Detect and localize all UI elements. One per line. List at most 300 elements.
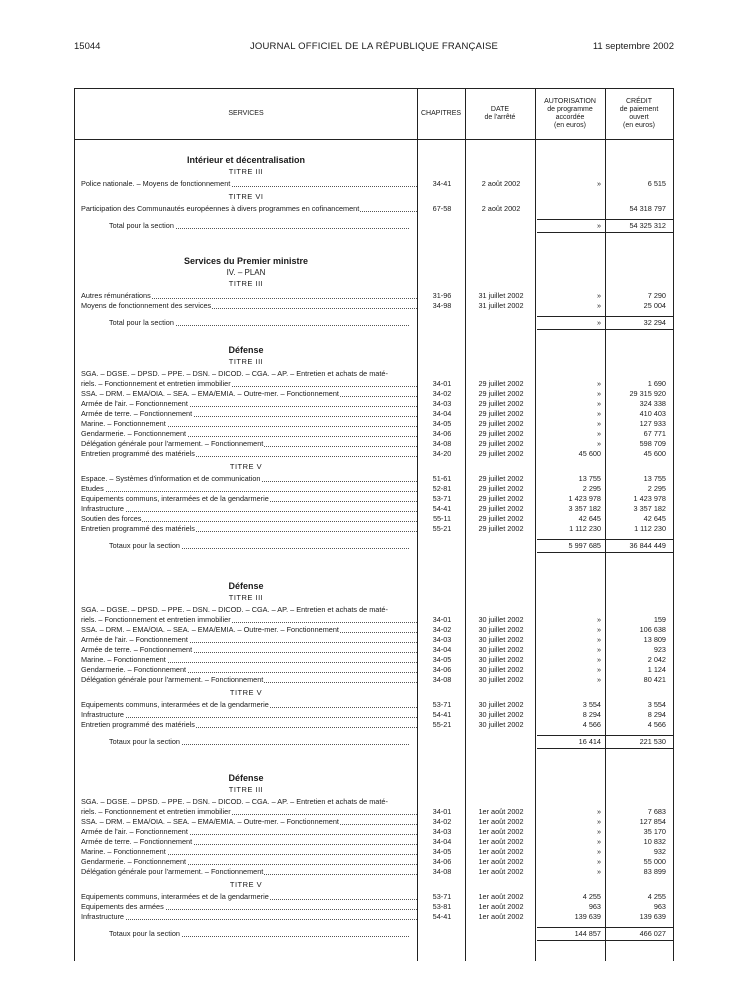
row-label-text: Marine. – Fonctionnement — [81, 655, 166, 664]
row-label — [81, 645, 417, 655]
dotted-leader — [81, 511, 417, 512]
row-chapitre: 54-41 — [432, 504, 452, 513]
row-date: 1er août 2002 — [478, 867, 524, 876]
total-rule — [537, 940, 673, 941]
row-date: 29 juillet 2002 — [478, 474, 524, 483]
row-autorisation: » — [596, 847, 601, 856]
row-label-text: Gendarmerie. – Fonctionnement — [81, 857, 187, 866]
row-autorisation: » — [596, 379, 601, 388]
row-label-text: Police nationale. – Moyens de fonctionnement — [81, 179, 231, 188]
row-label-text: Soutien des forces — [81, 514, 142, 523]
row-credit: 324 338 — [639, 399, 666, 408]
row-label — [81, 837, 417, 847]
row-label-text: Infrastructure — [81, 912, 124, 921]
row-label — [81, 204, 417, 214]
total-rule — [537, 329, 673, 330]
titre-heading: TITRE III — [228, 167, 264, 176]
row-date: 29 juillet 2002 — [478, 449, 524, 458]
table-row — [75, 892, 673, 902]
row-label — [81, 369, 417, 379]
row-autorisation: » — [596, 837, 601, 846]
row-credit: 35 170 — [643, 827, 666, 836]
row-chapitre: 34-01 — [432, 807, 452, 816]
row-autorisation: » — [596, 291, 601, 300]
row-label-text: Gendarmerie. – Fonctionnement — [81, 665, 187, 674]
row-label-text: Marine. – Fonctionnement — [81, 419, 166, 428]
table-row — [75, 494, 673, 504]
row-label-text: SSA. – DRM. – EMA/OIA. – SEA. – EMA/EMIA. – Outre-mer. – Fonctionnement — [81, 625, 339, 634]
table-row — [75, 902, 673, 912]
row-autorisation: » — [596, 857, 601, 866]
row-credit: 4 566 — [647, 720, 666, 729]
table-row — [75, 409, 673, 419]
row-label — [81, 655, 417, 665]
row-label-text: Participation des Communautés européennes à divers programmes en cofinancement — [81, 204, 360, 213]
row-label — [81, 827, 417, 837]
row-label-text: Armée de l'air. – Fonctionnement — [81, 635, 188, 644]
row-label — [81, 524, 417, 534]
row-label — [81, 720, 417, 730]
row-chapitre: 34-05 — [432, 655, 452, 664]
row-date: 30 juillet 2002 — [478, 665, 524, 674]
section-title: Défense — [228, 345, 264, 355]
row-autorisation: » — [596, 665, 601, 674]
row-label — [81, 625, 417, 635]
col-header-auth-line: AUTORISATION — [544, 98, 596, 105]
row-chapitre: 34-02 — [432, 625, 452, 634]
total-label-text: Totaux pour la section — [109, 929, 180, 938]
row-date: 29 juillet 2002 — [478, 409, 524, 418]
row-credit: 83 899 — [643, 867, 666, 876]
row-credit: 1 423 978 — [633, 494, 666, 503]
row-autorisation: 2 295 — [582, 484, 601, 493]
row-date: 30 juillet 2002 — [478, 700, 524, 709]
total-autorisation: » — [596, 318, 601, 327]
row-autorisation: » — [596, 817, 601, 826]
row-label — [81, 179, 417, 189]
row-autorisation: » — [596, 655, 601, 664]
row-credit: 410 403 — [639, 409, 666, 418]
row-date: 1er août 2002 — [478, 892, 524, 901]
row-date: 30 juillet 2002 — [478, 675, 524, 684]
total-rule — [537, 735, 673, 736]
row-label — [81, 710, 417, 720]
total-autorisation: » — [596, 221, 601, 230]
row-date: 29 juillet 2002 — [478, 514, 524, 523]
row-label-text: riels. – Fonctionnement et entretien immobilier — [81, 615, 231, 624]
titre-heading: TITRE V — [229, 880, 263, 889]
row-label — [81, 514, 417, 524]
total-rule — [537, 748, 673, 749]
total-label — [109, 221, 409, 231]
total-label — [109, 541, 409, 551]
row-autorisation: 3 554 — [582, 700, 601, 709]
row-label — [81, 494, 417, 504]
row-date: 2 août 2002 — [481, 179, 521, 188]
row-date: 1er août 2002 — [478, 847, 524, 856]
row-autorisation: 4 255 — [582, 892, 601, 901]
row-autorisation: 963 — [588, 902, 601, 911]
row-credit: 1 690 — [647, 379, 666, 388]
row-date: 31 juillet 2002 — [478, 301, 524, 310]
row-autorisation: » — [596, 625, 601, 634]
col-header-chapitres — [417, 89, 465, 139]
table-row — [75, 369, 673, 379]
total-rule — [537, 552, 673, 553]
col-header-chapitres-label: CHAPITRES — [420, 110, 462, 117]
row-chapitre: 67-58 — [432, 204, 452, 213]
total-rule — [537, 927, 673, 928]
row-credit: 54 318 797 — [629, 204, 666, 213]
section-title: Défense — [228, 773, 264, 783]
row-label-text: Equipements communs, interarmées et de la gendarmerie — [81, 700, 269, 709]
row-credit: 55 000 — [643, 857, 666, 866]
row-date: 29 juillet 2002 — [478, 419, 524, 428]
row-date: 1er août 2002 — [478, 837, 524, 846]
row-chapitre: 54-41 — [432, 710, 452, 719]
row-autorisation: » — [596, 389, 601, 398]
credits-table — [74, 88, 674, 961]
row-label-text: SSA. – DRM. – EMA/OIA. – SEA. – EMA/EMIA. – Outre-mer. – Fonctionnement — [81, 389, 339, 398]
row-date: 31 juillet 2002 — [478, 291, 524, 300]
row-label-text: Délégation générale pour l'armement. – Fonctionnement — [81, 439, 264, 448]
row-date: 29 juillet 2002 — [478, 389, 524, 398]
total-credit: 32 294 — [643, 318, 666, 327]
row-chapitre: 54-41 — [432, 912, 452, 921]
total-row — [75, 929, 673, 939]
col-header-auth-line: de programme — [547, 106, 593, 113]
row-autorisation: 45 600 — [578, 449, 601, 458]
row-label-text: Armée de terre. – Fonctionnement — [81, 837, 193, 846]
row-label-text: Espace. – Systèmes d'information et de communication — [81, 474, 261, 483]
row-autorisation: » — [596, 409, 601, 418]
row-chapitre: 34-08 — [432, 675, 452, 684]
dotted-leader — [81, 919, 417, 920]
row-chapitre: 55-21 — [432, 524, 452, 533]
table-row — [75, 675, 673, 685]
total-autorisation: 144 857 — [574, 929, 601, 938]
col-header-credit-line: ouvert — [629, 114, 649, 121]
total-label-text: Totaux pour la section — [109, 737, 180, 746]
row-credit: 3 554 — [647, 700, 666, 709]
row-date: 1er août 2002 — [478, 912, 524, 921]
row-label — [81, 605, 417, 615]
total-label-text: Total pour la section — [109, 221, 174, 230]
col-header-date-line: DATE — [490, 106, 510, 113]
row-label-text: Equipements communs, interarmées et de la gendarmerie — [81, 892, 269, 901]
row-credit: 159 — [653, 615, 666, 624]
total-rule — [537, 539, 673, 540]
row-credit: 127 854 — [639, 817, 666, 826]
table-row — [75, 847, 673, 857]
table-row — [75, 399, 673, 409]
table-row — [75, 635, 673, 645]
row-label — [81, 807, 417, 817]
col-header-date-line: de l'arrêté — [484, 114, 516, 121]
section-title: Défense — [228, 581, 264, 591]
row-autorisation: » — [596, 867, 601, 876]
row-credit: 67 771 — [643, 429, 666, 438]
table-row — [75, 474, 673, 484]
row-label-text: Moyens de fonctionnement des services — [81, 301, 212, 310]
table-row — [75, 429, 673, 439]
row-label — [81, 399, 417, 409]
row-credit: 13 755 — [643, 474, 666, 483]
table-row — [75, 379, 673, 389]
row-autorisation: » — [596, 301, 601, 310]
row-label — [81, 847, 417, 857]
total-autorisation: 5 997 685 — [568, 541, 601, 550]
row-chapitre: 34-06 — [432, 429, 452, 438]
table-row — [75, 514, 673, 524]
row-label — [81, 419, 417, 429]
row-label-text: riels. – Fonctionnement et entretien immobilier — [81, 379, 231, 388]
table-row — [75, 827, 673, 837]
row-credit: 1 112 230 — [634, 524, 666, 533]
row-date: 29 juillet 2002 — [478, 504, 524, 513]
row-label — [81, 902, 417, 912]
row-chapitre: 34-02 — [432, 817, 452, 826]
row-date: 30 juillet 2002 — [478, 625, 524, 634]
row-label-text: Armée de l'air. – Fonctionnement — [81, 399, 188, 408]
row-chapitre: 34-03 — [432, 399, 452, 408]
row-label — [81, 439, 417, 449]
row-chapitre: 34-01 — [432, 615, 452, 624]
row-label — [81, 857, 417, 867]
row-chapitre: 53-81 — [432, 902, 452, 911]
row-chapitre: 34-41 — [432, 179, 452, 188]
table-row — [75, 645, 673, 655]
row-autorisation: » — [596, 439, 601, 448]
row-chapitre: 53-71 — [432, 892, 452, 901]
total-credit: 466 027 — [639, 929, 666, 938]
table-row — [75, 524, 673, 534]
row-date: 29 juillet 2002 — [478, 484, 524, 493]
row-chapitre: 34-04 — [432, 645, 452, 654]
row-credit: 7 683 — [647, 807, 666, 816]
row-chapitre: 31-96 — [432, 291, 452, 300]
row-label — [81, 474, 417, 484]
row-chapitre: 34-06 — [432, 857, 452, 866]
row-label — [81, 797, 417, 807]
row-label — [81, 301, 417, 311]
titre-heading: TITRE III — [228, 785, 264, 794]
table-row — [75, 710, 673, 720]
titre-heading: TITRE V — [229, 462, 263, 471]
total-label-text: Totaux pour la section — [109, 541, 180, 550]
row-date: 1er août 2002 — [478, 807, 524, 816]
table-column-header — [75, 89, 673, 140]
row-label-text: Délégation générale pour l'armement. – Fonctionnement — [81, 675, 264, 684]
row-chapitre: 55-11 — [432, 514, 452, 523]
row-credit: 80 421 — [643, 675, 666, 684]
row-label-text: riels. – Fonctionnement et entretien immobilier — [81, 807, 231, 816]
row-label-text: Equipements communs, interarmées et de la gendarmerie — [81, 494, 269, 503]
col-header-services-label: SERVICES — [228, 110, 264, 117]
row-credit: 13 809 — [643, 635, 666, 644]
row-date: 30 juillet 2002 — [478, 635, 524, 644]
row-credit: 29 315 920 — [629, 389, 666, 398]
row-autorisation: » — [596, 827, 601, 836]
row-label — [81, 912, 417, 922]
row-credit: 3 357 182 — [633, 504, 666, 513]
section-title: Services du Premier ministre — [183, 256, 309, 266]
table-row — [75, 655, 673, 665]
row-label-text: Armée de l'air. – Fonctionnement — [81, 827, 188, 836]
row-credit: 923 — [653, 645, 666, 654]
total-rule — [537, 232, 673, 233]
table-row — [75, 857, 673, 867]
col-header-date — [465, 89, 535, 139]
row-date: 2 août 2002 — [481, 204, 521, 213]
row-label-text: Infrastructure — [81, 710, 124, 719]
row-autorisation: 13 755 — [578, 474, 601, 483]
table-row — [75, 720, 673, 730]
row-credit: 4 255 — [647, 892, 666, 901]
row-credit: 10 832 — [643, 837, 666, 846]
row-label — [81, 817, 417, 827]
table-row — [75, 700, 673, 710]
row-autorisation: » — [596, 675, 601, 684]
row-label — [81, 429, 417, 439]
table-row — [75, 837, 673, 847]
row-label — [81, 615, 417, 625]
row-credit: 932 — [653, 847, 666, 856]
row-label — [81, 291, 417, 301]
table-row — [75, 625, 673, 635]
row-date: 30 juillet 2002 — [478, 655, 524, 664]
row-label — [81, 675, 417, 685]
row-date: 29 juillet 2002 — [478, 379, 524, 388]
table-row — [75, 817, 673, 827]
row-credit: 127 933 — [639, 419, 666, 428]
row-autorisation: » — [596, 645, 601, 654]
row-autorisation: » — [596, 807, 601, 816]
total-rule — [537, 219, 673, 220]
titre-heading: TITRE VI — [228, 192, 264, 201]
row-chapitre: 34-03 — [432, 827, 452, 836]
titre-heading: TITRE III — [228, 593, 264, 602]
table-row — [75, 291, 673, 301]
row-autorisation: » — [596, 635, 601, 644]
row-label-text: Equipements des armées — [81, 902, 164, 911]
row-date: 30 juillet 2002 — [478, 645, 524, 654]
row-credit: 139 639 — [639, 912, 666, 921]
issue-date: 11 septembre 2002 — [592, 41, 674, 52]
row-chapitre: 55-21 — [432, 720, 452, 729]
total-row — [75, 737, 673, 747]
row-credit: 8 294 — [647, 710, 666, 719]
row-label — [81, 389, 417, 399]
total-credit: 221 530 — [639, 737, 666, 746]
table-row — [75, 867, 673, 877]
row-label-text: SGA. – DGSE. – DPSD. – PPE. – DSN. – DICOD. – CGA. – AP. – Entretien et achats de maté- — [81, 797, 388, 806]
row-date: 30 juillet 2002 — [478, 615, 524, 624]
table-row — [75, 912, 673, 922]
row-autorisation: 42 645 — [578, 514, 601, 523]
table-row — [75, 797, 673, 807]
dotted-leader — [81, 491, 417, 492]
row-date: 29 juillet 2002 — [478, 439, 524, 448]
titre-heading: TITRE V — [229, 688, 263, 697]
row-credit: 2 295 — [647, 484, 666, 493]
table-row — [75, 504, 673, 514]
row-label-text: SGA. – DGSE. – DPSD. – PPE. – DSN. – DICOD. – CGA. – AP. – Entretien et achats de maté- — [81, 369, 388, 378]
row-credit: 45 600 — [643, 449, 666, 458]
row-label — [81, 409, 417, 419]
col-header-auth-line: (en euros) — [554, 122, 586, 129]
total-label — [109, 929, 409, 939]
row-date: 30 juillet 2002 — [478, 710, 524, 719]
row-label — [81, 892, 417, 902]
table-row — [75, 439, 673, 449]
total-autorisation: 16 414 — [578, 737, 601, 746]
total-row — [75, 541, 673, 551]
table-row — [75, 179, 673, 189]
row-date: 1er août 2002 — [478, 817, 524, 826]
row-label-text: SSA. – DRM. – EMA/OIA. – SEA. – EMA/EMIA. – Outre-mer. – Fonctionnement — [81, 817, 339, 826]
row-autorisation: » — [596, 615, 601, 624]
row-date: 1er août 2002 — [478, 857, 524, 866]
col-header-autorisation — [535, 89, 605, 139]
col-header-credit-line: de paiement — [619, 106, 659, 113]
row-chapitre: 34-02 — [432, 389, 452, 398]
row-label-text: Armée de terre. – Fonctionnement — [81, 409, 193, 418]
row-chapitre: 34-05 — [432, 419, 452, 428]
table-row — [75, 807, 673, 817]
row-label — [81, 700, 417, 710]
row-credit: 106 638 — [639, 625, 666, 634]
row-chapitre: 34-08 — [432, 867, 452, 876]
row-credit: 42 645 — [643, 514, 666, 523]
total-row — [75, 318, 673, 328]
table-row — [75, 665, 673, 675]
row-credit: 6 515 — [647, 179, 666, 188]
row-label-text: Entretien programmé des matériels — [81, 449, 195, 458]
col-header-services — [75, 89, 417, 139]
row-credit: 598 709 — [639, 439, 666, 448]
row-credit: 7 290 — [647, 291, 666, 300]
row-credit: 25 004 — [643, 301, 666, 310]
total-label — [109, 318, 409, 328]
row-credit: 2 042 — [647, 655, 666, 664]
row-date: 1er août 2002 — [478, 902, 524, 911]
row-date: 29 juillet 2002 — [478, 494, 524, 503]
row-chapitre: 51-61 — [432, 474, 452, 483]
row-chapitre: 53-71 — [432, 700, 452, 709]
row-autorisation: 8 294 — [582, 710, 601, 719]
row-label-text: Gendarmerie. – Fonctionnement — [81, 429, 187, 438]
section-title: Intérieur et décentralisation — [186, 155, 306, 165]
row-autorisation: » — [596, 399, 601, 408]
row-autorisation: 1 423 978 — [568, 494, 601, 503]
row-label-text: SGA. – DGSE. – DPSD. – PPE. – DSN. – DICOD. – CGA. – AP. – Entretien et achats de maté- — [81, 605, 388, 614]
total-credit: 54 325 312 — [629, 221, 666, 230]
row-autorisation: 4 566 — [582, 720, 601, 729]
total-row — [75, 221, 673, 231]
row-date: 29 juillet 2002 — [478, 399, 524, 408]
row-label-text: Infrastructure — [81, 504, 124, 513]
row-label-text: Entretien programmé des matériels — [81, 720, 195, 729]
row-label-text: Armée de terre. – Fonctionnement — [81, 645, 193, 654]
row-label — [81, 665, 417, 675]
page-header — [74, 41, 674, 55]
titre-heading: TITRE III — [228, 279, 264, 288]
row-credit: 1 124 — [647, 665, 666, 674]
row-chapitre: 34-03 — [432, 635, 452, 644]
row-chapitre: 34-01 — [432, 379, 452, 388]
col-header-credit — [605, 89, 673, 139]
